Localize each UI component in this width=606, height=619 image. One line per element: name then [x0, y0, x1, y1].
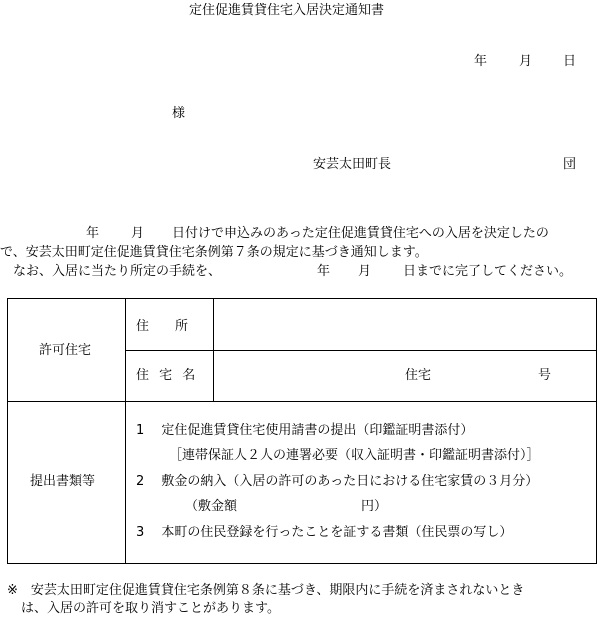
note-line1: ※ 安芸太田町定住促進賃貸住宅条例第８条に基づき、期限内に手続を済まされないとき: [7, 583, 525, 598]
table-divider-left: [125, 299, 126, 563]
body-line3-suffix: 日までに完了してください。: [403, 264, 573, 279]
body-line1: 日付けで申込みのあった定住促進賃貸住宅への入居を決定したの: [172, 226, 549, 241]
permit-table: [7, 298, 597, 564]
table-rule-section: [8, 401, 596, 402]
date-month: 月: [519, 54, 533, 69]
sender-seal: 団: [563, 157, 577, 172]
document-item-1-note: ［連帯保証人２人の連署必要（収入証明書・印鑑証明書添付）］: [169, 448, 540, 463]
date-year: 年: [474, 54, 488, 69]
body-year: 年: [86, 226, 100, 241]
addressee-suffix: 様: [172, 106, 186, 121]
body-line3-month: 月: [358, 264, 372, 279]
body-line3-prefix: なお、入居に当たり所定の手続を、: [13, 264, 222, 279]
housing-number-word: 号: [538, 368, 552, 383]
sender-name: 安芸太田町長: [313, 157, 392, 172]
deposit-amount-unit: 円）: [361, 499, 388, 514]
documents-label: 提出書類等: [30, 474, 96, 489]
body-line2: で、安芸太田町定住促進賃貸住宅条例第７条の規定に基づき通知します。: [0, 245, 428, 260]
deposit-amount-label: （敷金額: [185, 499, 238, 514]
date-day: 日: [563, 54, 577, 69]
note-line2: は、入居の許可を取り消すことがあります。: [21, 601, 280, 616]
body-line3-year: 年: [317, 264, 331, 279]
body-month: 月: [131, 226, 145, 241]
housing-name-label: 住 宅 名: [136, 368, 196, 383]
table-rule-mid: [125, 350, 596, 351]
document-item-1: 1 定住促進賃貸住宅使用請書の提出（印鑑証明書添付）: [136, 423, 474, 438]
permit-label: 許可住宅: [39, 343, 92, 358]
housing-word: 住宅: [405, 368, 432, 383]
document-title: 定住促進賃貸住宅入居決定通知書: [189, 3, 385, 18]
address-label: 住 所: [136, 319, 189, 334]
document-item-3: 3 本町の住民登録を行ったことを証する書類（住民票の写し）: [136, 525, 513, 540]
document-item-2: 2 敷金の納入（入居の許可のあった日における住宅家賃の３月分）: [136, 474, 539, 489]
